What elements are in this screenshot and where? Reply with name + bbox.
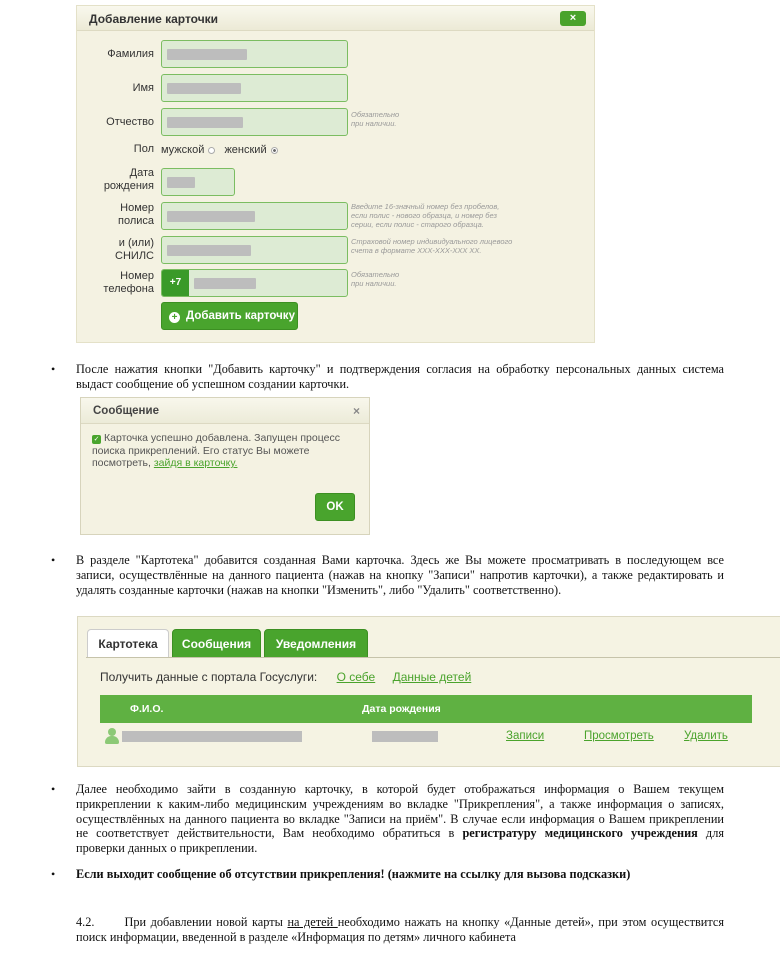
table-row — [100, 725, 752, 749]
message-text: ✓ Карточка успешно добавлена. Запущен процесс поиска прикреплений. Его статус Вы можете посмотреть, зайдя в карточку. — [92, 432, 340, 469]
gosuslugi-label: Получить данные с портала Госуслуги: — [100, 670, 318, 684]
section-number: 4.2. — [76, 915, 95, 929]
dialog-title: Добавление карточки — [89, 12, 219, 26]
bullet-2: • — [51, 553, 56, 567]
about-self-link[interactable]: О себе — [336, 670, 376, 684]
gender-radio-group — [161, 144, 284, 156]
snils-hint: Страховой номер индивидуального лицевого счета в формате XXX-XXX-XXX XX. — [351, 237, 513, 255]
bullet-1: • — [51, 362, 56, 376]
birth-date-input[interactable] — [161, 168, 235, 196]
surname-input[interactable] — [161, 40, 348, 68]
phone-label: Номер телефона — [103, 270, 154, 295]
name-input[interactable] — [161, 74, 348, 102]
gender-male-radio[interactable] — [208, 147, 215, 154]
patronymic-input[interactable] — [161, 108, 348, 136]
message-dialog-header — [81, 398, 369, 424]
dialog-header — [77, 6, 594, 31]
patient-name-redacted — [122, 731, 302, 742]
phone-input[interactable] — [161, 269, 348, 297]
table-header — [100, 695, 752, 723]
registry-emphasis: регистратуру медицинского учреждения — [462, 826, 698, 841]
gender-female-label: женский — [224, 144, 267, 156]
snils-input[interactable] — [161, 236, 348, 264]
bullet-4: • — [51, 867, 56, 881]
birth-date-label: Дата рождения — [103, 167, 154, 192]
close-icon[interactable]: × — [352, 404, 360, 418]
close-icon[interactable]: × — [560, 11, 586, 26]
tab-messages[interactable]: Сообщения — [172, 629, 261, 658]
policy-label: Номер полиса — [117, 202, 154, 227]
ok-button[interactable]: OK — [315, 493, 355, 521]
birth-date-redacted — [372, 731, 438, 742]
children-data-link[interactable]: Данные детей — [392, 670, 472, 684]
delete-link[interactable]: Удалить — [684, 730, 728, 742]
message-dialog-title: Сообщение — [93, 405, 159, 417]
open-card-link[interactable]: зайдя в карточку. — [153, 457, 238, 469]
patronymic-hint: Обязательно при наличии. — [351, 110, 400, 128]
cards-panel — [77, 616, 780, 767]
gosuslugi-row — [100, 670, 471, 684]
gender-male-label: мужской — [161, 144, 205, 156]
phone-prefix: +7 — [162, 270, 189, 296]
add-card-button[interactable]: + Добавить карточку — [161, 302, 298, 330]
tab-notifications[interactable]: Уведомления — [264, 629, 368, 658]
gender-female-radio[interactable] — [271, 147, 278, 154]
phone-hint: Обязательно при наличии. — [351, 270, 400, 288]
paragraph-attachment-info: Далее необходимо зайти в созданную карточку, в которой будет отображаться информация о Вашем текущем прикреплении к каким-либо медицинским учреждениям во вкладке "Прикрепления", а также информация о записях, осуществлённых на данного пациента во вкладке "Записи на приём". В случае если информация о Вашем прикреплении не соответствует действительности, Вам необходимо обратиться в регистратуру медицинского учреждения для проверки данных о прикреплении. — [76, 782, 724, 856]
view-link[interactable]: Просмотреть — [584, 730, 654, 742]
paragraph-card-index: В разделе "Картотека" добавится созданная Вами карточка. Здесь же Вы можете просматривать в последующем все записи, осуществлённые на данного пациента (нажав на кнопку "Записи" напротив карточки), а также редактировать и удалять созданные карточки (нажав на кнопки "Изменить", либо "Удалить" соответственно). — [76, 553, 724, 597]
bullet-3: • — [51, 782, 56, 796]
tab-card-index[interactable]: Картотека — [87, 629, 169, 658]
tab-divider — [86, 657, 780, 658]
surname-label: Фамилия — [107, 48, 154, 60]
policy-input[interactable] — [161, 202, 348, 230]
paragraph-hint-link[interactable]: Если выходит сообщение об отсутствии прикрепления! (нажмите на ссылку для вызова подсказки) — [76, 867, 631, 881]
gender-label: Пол — [133, 143, 154, 155]
checkbox-checked-icon: ✓ — [93, 436, 100, 443]
snils-label: и (или) СНИЛС — [115, 237, 154, 262]
records-link[interactable]: Записи — [506, 730, 545, 742]
children-link[interactable]: на детей — [287, 915, 338, 929]
section-4-2: 4.2. При добавлении новой карты на детей необходимо нажать на кнопку «Данные детей», при этом осуществится поиск информации, введенной в разделе «Информация по детям» личного кабинета — [76, 915, 724, 944]
plus-icon: + — [169, 312, 180, 323]
patronymic-label: Отчество — [106, 116, 154, 128]
name-label: Имя — [132, 82, 154, 94]
column-fio: Ф.И.О. — [130, 703, 164, 715]
column-birth-date: Дата рождения — [362, 703, 441, 715]
add-card-dialog — [76, 5, 595, 343]
policy-hint: Введите 16-значный номер без пробелов, если полис - нового образца, и номер без серии, если полис - старого образца. — [351, 202, 500, 229]
message-dialog — [80, 397, 370, 535]
user-icon — [105, 728, 119, 745]
paragraph-card-success: После нажатия кнопки "Добавить карточку" и подтверждения согласия на обработку персональных данных система выдаст сообщение об успешном создании карточки. — [76, 362, 724, 391]
